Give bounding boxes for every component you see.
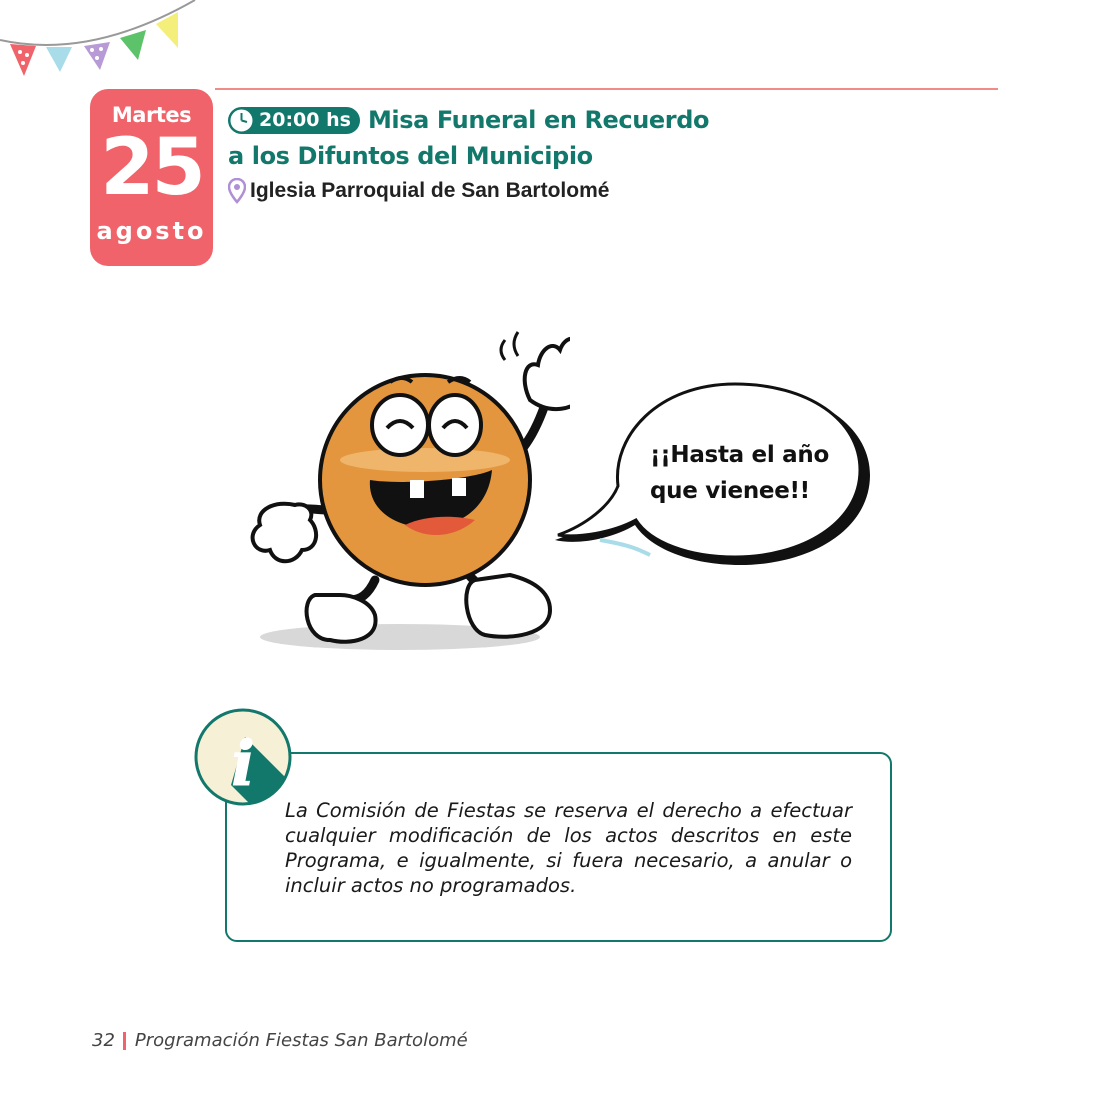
event-title-line1: Misa Funeral en Recuerdo — [367, 106, 710, 134]
page-number: 32 — [92, 1030, 115, 1051]
event-venue: Iglesia Parroquial de San Bartolomé — [250, 179, 610, 202]
header-rule — [215, 88, 998, 90]
bunting-decoration — [0, 0, 200, 80]
speech-bubble-line2: que vienee!! — [650, 478, 810, 504]
notice-text: La Comisión de Fiestas se reserva el derecho a efectuar cualquier modificación de los actos descritos en este Programa, e igualmente, si fuera necesario, a anular o incluir actos no programados. — [285, 799, 852, 897]
event-details — [228, 103, 748, 207]
footer-separator — [123, 1032, 126, 1050]
location-pin-icon — [228, 178, 246, 204]
clock-icon — [228, 107, 255, 134]
event-time: 20:00 hs — [259, 109, 351, 131]
speech-bubble-text — [650, 437, 850, 509]
date-badge — [90, 89, 213, 266]
speech-bubble-line1: ¡¡Hasta el año — [650, 442, 829, 468]
date-month: agosto — [96, 217, 207, 245]
footer-caption: Programación Fiestas San Bartolomé — [134, 1030, 468, 1051]
mascot-illustration — [240, 310, 570, 660]
info-icon — [193, 707, 293, 807]
date-weekday: Martes — [111, 103, 192, 127]
date-day: 25 — [100, 123, 203, 213]
page-footer — [92, 1030, 468, 1051]
time-badge — [228, 107, 360, 134]
event-title-line2: a los Difuntos del Municipio — [228, 142, 593, 170]
info-icon-letter: i — [231, 727, 255, 800]
